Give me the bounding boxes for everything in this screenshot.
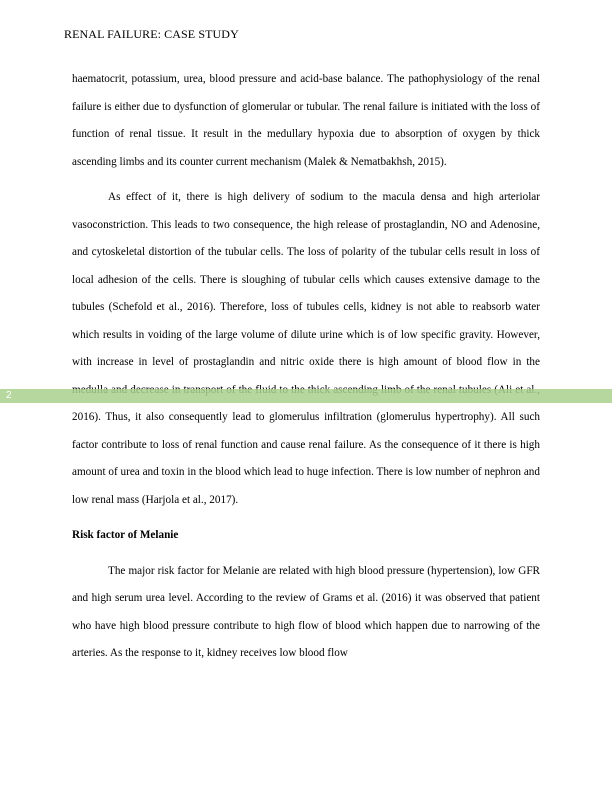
paragraph-risk-factors: The major risk factor for Melanie are related with high blood pressure (hypertension), low GFR and high serum urea level. According to the review of Grams et al. (2016) it was observed that patient who have high blood pressure contribute to high flow of blood which happen due to narrowing of the arteries. As the response to it, kidney receives low blood flow bbox=[72, 564, 540, 659]
paragraph-pathophysiology: haematocrit, potassium, urea, blood pressure and acid-base balance. The pathophysiology of the renal failure is either due to dysfunction of glomerular or tubular. The renal failure is initiated with the loss of function of renal tissue. It result in the medullary hypoxia due to absorption of oxygen by thick ascending limbs and its counter current mechanism (Malek & Nematbakhsh, 2015). bbox=[72, 73, 540, 168]
page-break-band bbox=[0, 389, 612, 403]
running-header: RENAL FAILURE: CASE STUDY bbox=[64, 27, 239, 41]
page-number: 2 bbox=[6, 390, 12, 401]
paragraph-effects: As effect of it, there is high delivery of sodium to the macula densa and high arteriolar vasoconstriction. This leads to two consequence, the high release of prostaglandin, NO and Adenosine, and cytoskeletal distortion of the tubular cells. The loss of polarity of the tubular cells result in loss of local adhesion of the cells. There is sloughing of tubular cells which causes extensive damage to the tubules (Schefold et al., 2016). Therefore, loss of tubules cells, kidney is not able to reabsorb water which results in voiding of the large volume of dilute urine which is of low specific gravity. However, with increase in level of prostaglandin and nitric oxide there is high amount of blood flow in the 2016). Thus, it also consequently lead to glomerulus infiltration (glomerulus hypertrophy). All such factor contribute to loss of renal function and cause renal failure. As the consequence of it there is high amount of urea and toxin in the blood which lead to huge infection. There is low number of nephron and low renal mass (Harjola et al., 2017). bbox=[72, 191, 540, 506]
document-body bbox=[72, 66, 540, 676]
section-heading-risk-factor: Risk factor of Melanie bbox=[72, 529, 179, 541]
